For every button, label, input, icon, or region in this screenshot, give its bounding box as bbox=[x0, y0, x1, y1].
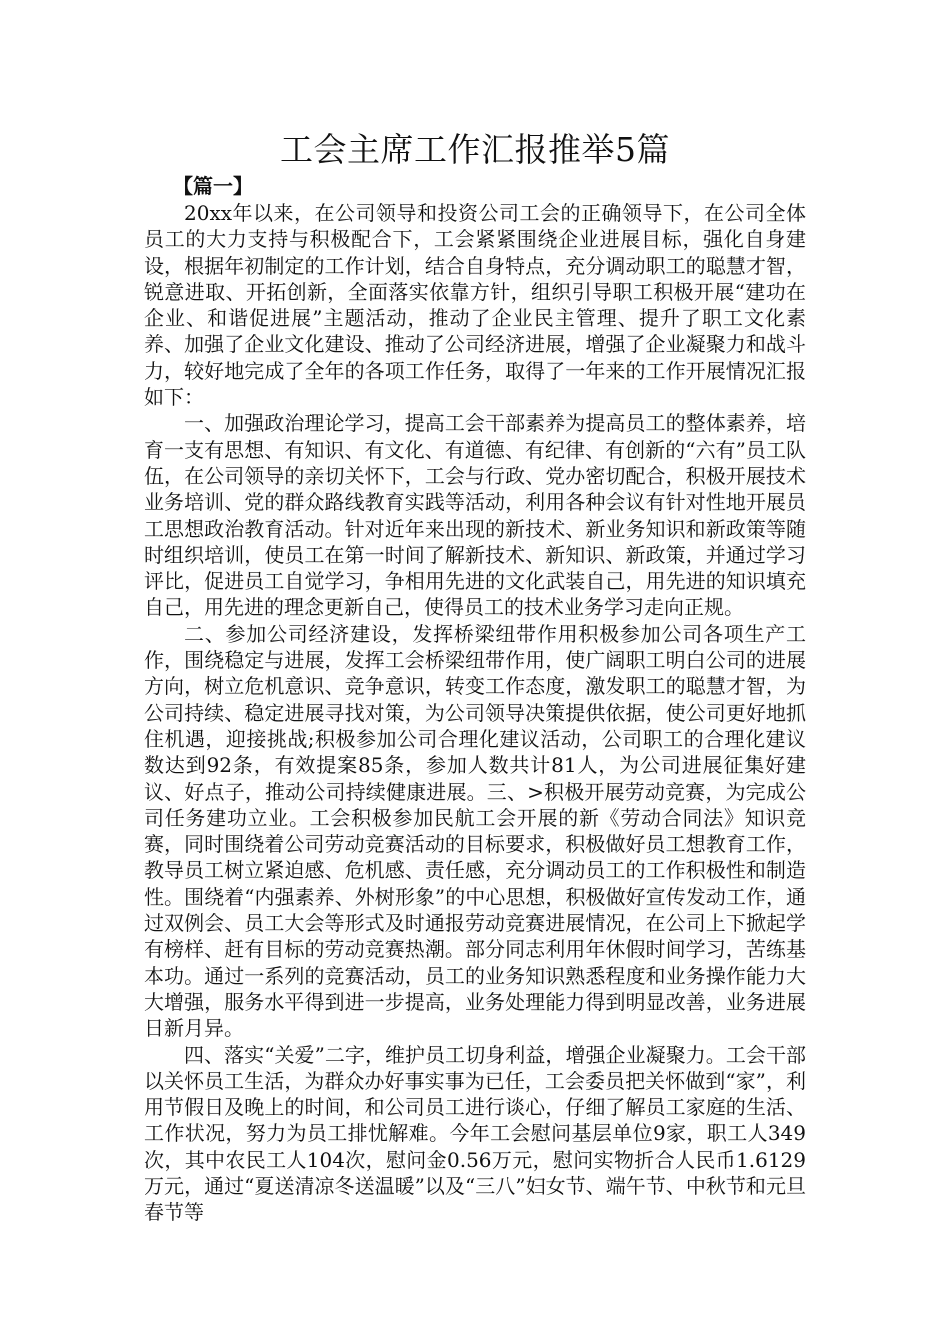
document-body bbox=[144, 200, 806, 1226]
document-title: 工会主席工作汇报推举5篇 bbox=[280, 130, 670, 169]
paragraph-intro: 20xx年以来，在公司领导和投资公司工会的正确领导下，在公司全体员工的大力支持与积极配合下，工会紧紧围绕企业进展目标，强化自身建设，根据年初制定的工作计划，结合自身特点，充分调动职工的聪慧才智，锐意进取、开拓创新，全面落实依靠方针，组织引导职工积极开展“建功在企业、和谐促进展”主题活动，推动了企业民主管理、提升了职工文化素养、加强了企业文化建设、推动了公司经济进展，增强了企业凝聚力和战斗力，较好地完成了全年的各项工作任务，取得了一年来的工作开展情况汇报如下： bbox=[144, 201, 806, 410]
paragraph-two: 二、参加公司经济建设，发挥桥梁纽带作用积极参加公司各项生产工作，围绕稳定与进展，发挥工会桥梁纽带作用，使广阔职工明白公司的进展方向，树立危机意识、竞争意识，转变工作态度，激发职工的聪慧才智，为公司持续、稳定进展寻找对策，为公司领导决策提供依据，使公司更好地抓住机遇，迎接挑战;积极参加公司合理化建议活动，公司职工的合理化建议数达到92条，有效提案85条，参加人数共计81人，为公司进展征集好建议、好点子，推动公司持续健康进展。三、>积极开展劳动竞赛，为完成公司任务建功立业。工会积极参加民航工会开展的新《劳动合同法》知识竞赛，同时围绕着公司劳动竞赛活动的目标要求，积极做好员工想教育工作，教导员工树立紧迫感、危机感、责任感，充分调动员工的工作积极性和制造性。围绕着“内强素养、外树形象”的中心思想，积极做好宣传发动工作，通过双例会、员工大会等形式及时通报劳动竞赛进展情况，在公司上下掀起学有榜样、赶有目标的劳动竞赛热潮。部分同志利用年休假时间学习，苦练基本功。通过一系列的竞赛活动，员工的业务知识熟悉程度和业务操作能力大大增强，服务水平得到进一步提高，业务处理能力得到明显改善，业务进展日新月异。 bbox=[144, 621, 806, 1041]
section-label: 【篇一】 bbox=[173, 174, 253, 198]
paragraph-one: 一、加强政治理论学习，提高工会干部素养为提高员工的整体素养，培育一支有思想、有知识、有文化、有道德、有纪律、有创新的“六有”员工队伍，在公司领导的亲切关怀下，工会与行政、党办密切配合，积极开展技术业务培训、党的群众路线教育实践等活动，利用各种会议有针对性地开展员工思想政治教育活动。针对近年来出现的新技术、新业务知识和新政策等随时组织培训，使员工在第一时间了解新技术、新知识、新政策，并通过学习评比，促进员工自觉学习，争相用先进的文化武装自己，用先进的知识填充自己，用先进的理念更新自己，使得员工的技术业务学习走向正规。 bbox=[144, 411, 806, 620]
paragraph-four: 四、落实“关爱”二字，维护员工切身利益，增强企业凝聚力。工会干部以关怀员工生活，为群众办好事实事为已任，工会委员把关怀做到“家”，利用节假日及晚上的时间，和公司员工进行谈心，仔细了解员工家庭的生活、工作状况，努力为员工排忧解难。今年工会慰问基层单位9家，职工人349次，其中农民工人104次，慰问金0.56万元，慰问实物折合人民币1.6129万元，通过“夏送清凉冬送温暖”以及“三八”妇女节、端午节、中秋节和元旦春节等 bbox=[144, 1042, 806, 1225]
